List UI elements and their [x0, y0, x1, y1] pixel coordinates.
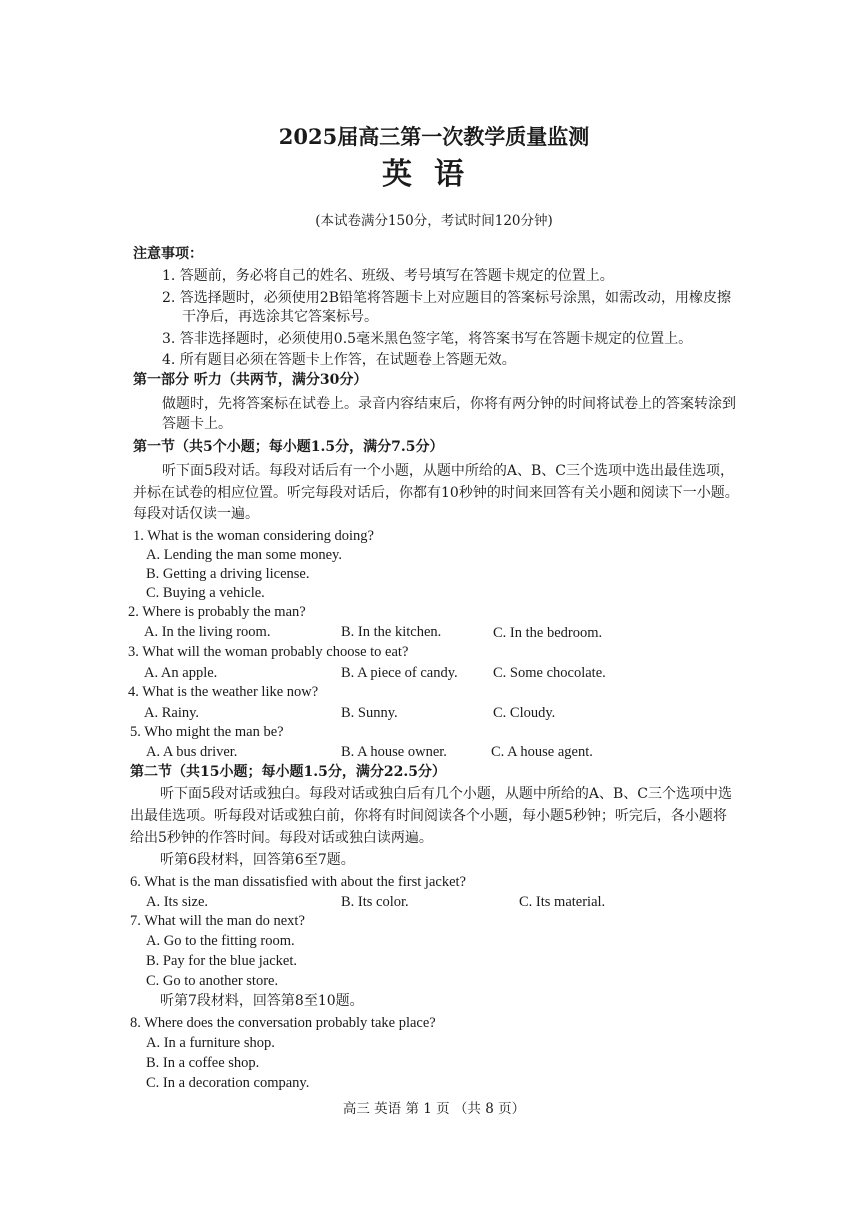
- part1-intro: 答题卡上。: [162, 416, 232, 432]
- option-c: C. In the bedroom.: [493, 625, 603, 641]
- part1-heading: 第一部分 听力（共两节，满分30分）: [133, 372, 368, 388]
- option-b: B. A house owner.: [341, 744, 447, 760]
- option-c: C. A house agent.: [491, 744, 593, 760]
- option-c: C. Some chocolate.: [493, 665, 606, 681]
- option-a: A. In a furniture shop.: [146, 1035, 275, 1051]
- option-b: B. Its color.: [341, 894, 409, 910]
- exam-note: (本试卷满分150分，考试时间120分钟): [315, 213, 553, 229]
- option-c: C. Go to another store.: [146, 973, 279, 989]
- option-c: C. Cloudy.: [493, 705, 556, 721]
- option-b: B. Sunny.: [341, 705, 398, 721]
- option-b: B. In a coffee shop.: [146, 1055, 260, 1071]
- question-stem: 3. What will the woman probably choose to eat?: [128, 644, 409, 660]
- instruction-item: 2. 答选择题时，必须使用2B铅笔将答题卡上对应题目的答案标号涂黑，如需改动，用橡皮擦: [162, 290, 732, 306]
- option-a: A. Its size.: [146, 894, 209, 910]
- instruction-item: 1. 答题前，务必将自己的姓名、班级、考号填写在答题卡规定的位置上。: [162, 268, 614, 284]
- subject-title: 英语: [382, 157, 486, 192]
- instructions-heading: 注意事项：: [133, 246, 203, 262]
- option-b: B. Getting a driving license.: [146, 566, 310, 582]
- option-b: B. Pay for the blue jacket.: [146, 953, 297, 969]
- question-stem: 5. Who might the man be?: [130, 724, 284, 740]
- section2-intro: 给出5秒钟的作答时间。每段对话或独白读两遍。: [130, 830, 433, 846]
- page-footer: 高三 英语 第 1 页 （共 8 页）: [342, 1101, 526, 1117]
- option-b: B. In the kitchen.: [341, 624, 442, 640]
- exam-title: 2025届高三第一次教学质量监测: [278, 124, 590, 149]
- option-c: C. In a decoration company.: [146, 1075, 310, 1091]
- option-b: B. A piece of candy.: [341, 665, 458, 681]
- section2-intro: 出最佳选项。听每段对话或独白前，你将有时间阅读各个小题，每小题5秒钟；听完后，各小题将: [130, 808, 727, 824]
- section1-intro: 每段对话仅读一遍。: [133, 506, 259, 522]
- section1-intro: 并标在试卷的相应位置。听完每段对话后，你都有10秒钟的时间来回答有关小题和阅读下一小题。: [133, 485, 739, 501]
- option-a: A. In the living room.: [144, 624, 271, 640]
- instruction-item: 干净后，再选涂其它答案标号。: [182, 309, 378, 325]
- section2-heading: 第二节（共15小题；每小题1.5分，满分22.5分）: [130, 764, 446, 780]
- option-a: A. A bus driver.: [146, 744, 238, 760]
- section2-intro: 听下面5段对话或独白。每段对话或独白后有几个小题，从题中所给的A、B、C三个选项中选: [160, 786, 733, 802]
- instruction-item: 3. 答非选择题时，必须使用0.5毫米黑色签字笔，将答案书写在答题卡规定的位置上。: [162, 331, 693, 347]
- question-stem: 7. What will the man do next?: [130, 913, 305, 929]
- section1-heading: 第一节（共5个小题；每小题1.5分，满分7.5分）: [133, 439, 444, 455]
- part1-intro: 做题时，先将答案标在试卷上。录音内容结束后，你将有两分钟的时间将试卷上的答案转涂到: [162, 396, 736, 412]
- material-note: 听第6段材料，回答第6至7题。: [160, 852, 355, 868]
- option-c: C. Its material.: [519, 894, 606, 910]
- question-stem: 1. What is the woman considering doing?: [133, 528, 374, 544]
- option-c: C. Buying a vehicle.: [146, 585, 265, 601]
- question-stem: 8. Where does the conversation probably take place?: [130, 1015, 436, 1031]
- section1-intro: 听下面5段对话。每段对话后有一个小题，从题中所给的A、B、C三个选项中选出最佳选项，: [162, 463, 735, 479]
- material-note: 听第7段材料，回答第8至10题。: [160, 993, 364, 1009]
- instruction-item: 4. 所有题目必须在答题卡上作答，在试题卷上答题无效。: [162, 352, 516, 368]
- option-a: A. Go to the fitting room.: [146, 933, 295, 949]
- option-a: A. Rainy.: [144, 705, 200, 721]
- question-stem: 6. What is the man dissatisfied with about the first jacket?: [130, 874, 466, 890]
- option-a: A. An apple.: [144, 665, 218, 681]
- option-a: A. Lending the man some money.: [146, 547, 342, 563]
- question-stem: 2. Where is probably the man?: [128, 604, 306, 620]
- question-stem: 4. What is the weather like now?: [128, 684, 319, 700]
